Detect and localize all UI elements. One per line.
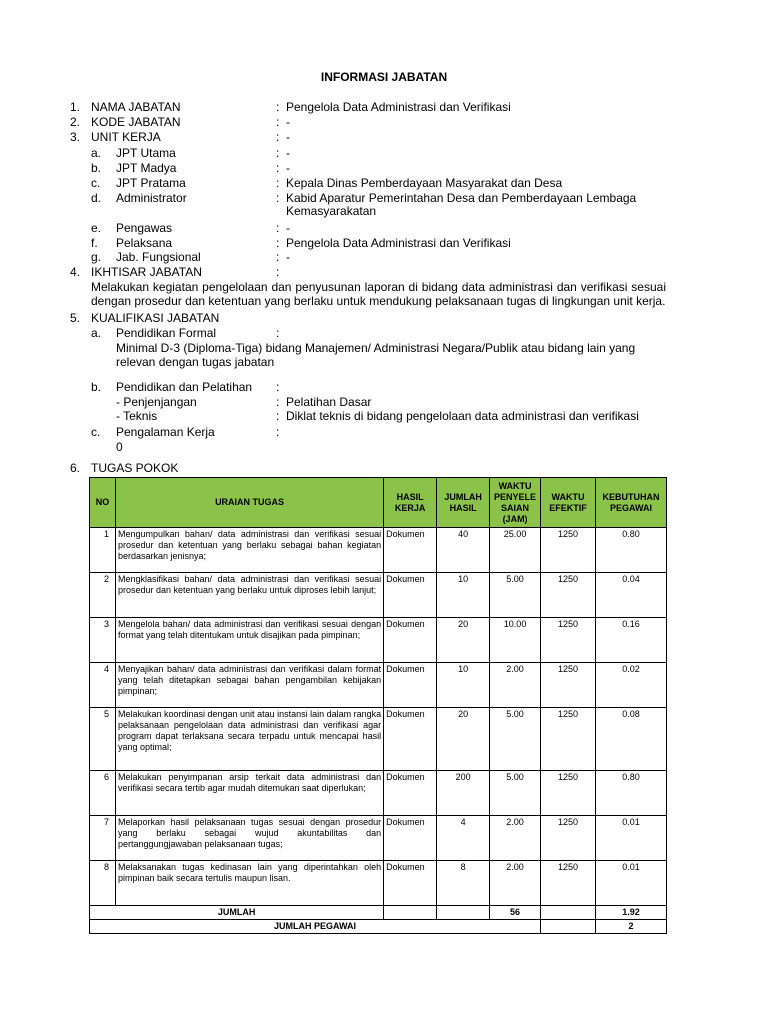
cell-no: 7 <box>90 816 116 861</box>
cell-efektif: 1250 <box>541 771 596 816</box>
pegawai-empty <box>541 920 596 934</box>
cell-kebutuhan: 0.08 <box>595 708 666 771</box>
field-label: IKHTISAR JABATAN <box>91 265 202 279</box>
cell-uraian: Melaksanakan tugas kedinasan lain yang diperintahkan oleh pimpinan baik secara tertulis maupun lisan. <box>115 861 383 906</box>
field-label: TUGAS POKOK <box>91 461 179 475</box>
cell-efektif: 1250 <box>541 708 596 771</box>
field-colon: : <box>276 221 280 235</box>
cell-jumlah: 20 <box>437 618 490 663</box>
table-row <box>90 663 667 708</box>
cell-waktu: 2.00 <box>490 861 541 906</box>
total-waktu: 56 <box>490 906 541 920</box>
tugas-pokok-table <box>89 477 667 934</box>
field-label: Jab. Fungsional <box>116 250 201 264</box>
cell-jumlah: 40 <box>437 528 490 573</box>
field-number: 2. <box>70 115 81 129</box>
cell-waktu: 5.00 <box>490 708 541 771</box>
cell-jumlah: 8 <box>437 861 490 906</box>
cell-efektif: 1250 <box>541 663 596 708</box>
field-value: Diklat teknis di bidang pengelolaan data administrasi dan verifikasi <box>286 409 639 423</box>
field-colon: : <box>276 409 280 423</box>
cell-kebutuhan: 0.02 <box>595 663 666 708</box>
cell-uraian: Mengklasifikasi bahan/ data administrasi dan verifikasi sesuai prosedur dan ketentuan yang berlaku untuk diproses lebih lanjut; <box>115 573 383 618</box>
field-colon: : <box>276 250 280 264</box>
field-letter: b. <box>91 380 102 394</box>
field-colon: : <box>276 395 280 409</box>
field-value: - <box>286 250 290 264</box>
field-label: JPT Utama <box>116 146 176 160</box>
cell-no: 4 <box>90 663 116 708</box>
table-row <box>90 618 667 663</box>
table-row <box>90 771 667 816</box>
field-colon: : <box>276 191 280 205</box>
cell-efektif: 1250 <box>541 528 596 573</box>
field-letter: a. <box>91 326 102 340</box>
field-letter: a. <box>91 146 102 160</box>
cell-jumlah: 20 <box>437 708 490 771</box>
cell-hasil: Dokumen <box>384 573 437 618</box>
cell-jumlah: 4 <box>437 816 490 861</box>
cell-kebutuhan: 0.01 <box>595 861 666 906</box>
cell-hasil: Dokumen <box>384 816 437 861</box>
field-label: JPT Madya <box>116 161 177 175</box>
field-value: - <box>286 161 290 175</box>
field-colon: : <box>276 236 280 250</box>
cell-no: 5 <box>90 708 116 771</box>
total-empty <box>384 906 437 920</box>
cell-waktu: 10.00 <box>490 618 541 663</box>
field-letter: g. <box>91 250 102 264</box>
cell-uraian: Melakukan penyimpanan arsip terkait data administrasi dan verifikasi secara tertib agar mudah ditemukan saat diperlukan; <box>115 771 383 816</box>
field-label: UNIT KERJA <box>91 130 161 144</box>
table-row <box>90 708 667 771</box>
field-letter: e. <box>91 221 102 235</box>
field-letter: d. <box>91 191 102 205</box>
field-colon: : <box>276 176 280 190</box>
field-label: Pelaksana <box>116 236 173 250</box>
field-value: 0 <box>116 440 123 454</box>
header-hasil: HASIL KERJA <box>384 478 437 528</box>
table-row <box>90 528 667 573</box>
cell-efektif: 1250 <box>541 618 596 663</box>
cell-kebutuhan: 0.80 <box>595 528 666 573</box>
field-label: NAMA JABATAN <box>91 100 181 114</box>
cell-hasil: Dokumen <box>384 708 437 771</box>
field-value: Pelatihan Dasar <box>286 395 372 409</box>
total-label: JUMLAH <box>90 906 384 920</box>
field-value: - <box>286 146 290 160</box>
cell-no: 2 <box>90 573 116 618</box>
field-value: Pengelola Data Administrasi dan Verifikasi <box>286 100 511 114</box>
cell-uraian: Melaporkan hasil pelaksanaan tugas sesuai dengan prosedur yang berlaku sebagai wujud akuntabilitas dan pertanggungjawaban pelaksanaan tugas; <box>115 816 383 861</box>
cell-kebutuhan: 0.80 <box>595 771 666 816</box>
field-letter: c. <box>91 176 101 190</box>
field-number: 4. <box>70 265 81 279</box>
table-row <box>90 816 667 861</box>
document-title: INFORMASI JABATAN <box>320 70 448 84</box>
field-colon: : <box>276 130 280 144</box>
field-label: Pengawas <box>116 221 173 235</box>
cell-hasil: Dokumen <box>384 528 437 573</box>
field-label: Pengalaman Kerja <box>116 425 215 439</box>
header-uraian: URAIAN TUGAS <box>115 478 383 528</box>
cell-waktu: 25.00 <box>490 528 541 573</box>
cell-no: 6 <box>90 771 116 816</box>
cell-no: 3 <box>90 618 116 663</box>
cell-kebutuhan: 0.16 <box>595 618 666 663</box>
header-jumlah: JUMLAH HASIL <box>437 478 490 528</box>
cell-waktu: 2.00 <box>490 663 541 708</box>
field-letter: f. <box>91 236 98 250</box>
cell-jumlah: 10 <box>437 573 490 618</box>
cell-waktu: 5.00 <box>490 771 541 816</box>
field-colon: : <box>276 100 280 114</box>
cell-uraian: Menyajikan bahan/ data administrasi dan verifikasi dalam format yang telah ditetapkan sebagai bahan pengambilan kebijakan pimpinan; <box>115 663 383 708</box>
field-value: Kepala Dinas Pemberdayaan Masyarakat dan Desa <box>286 176 563 190</box>
field-colon: : <box>276 115 280 129</box>
field-value: - <box>286 221 290 235</box>
field-number: 3. <box>70 130 81 144</box>
table-pegawai-row <box>90 920 667 934</box>
ikhtisar-text: Melakukan kegiatan pengelolaan dan penyusunan laporan di bidang data administrasi dan verifikasi sesuai dengan prosedur dan ketentuan yang berlaku untuk mendukung pelaksanaan tugas di lingkungan unit kerja. <box>91 280 666 308</box>
table-row <box>90 573 667 618</box>
field-label: - Teknis <box>116 409 158 423</box>
field-number: 6. <box>70 461 81 475</box>
cell-efektif: 1250 <box>541 573 596 618</box>
table-header-row <box>90 478 667 528</box>
total-empty <box>541 906 596 920</box>
header-kebutuhan: KEBUTUHAN PEGAWAI <box>595 478 666 528</box>
cell-efektif: 1250 <box>541 816 596 861</box>
pegawai-value: 2 <box>595 920 666 934</box>
cell-no: 1 <box>90 528 116 573</box>
cell-hasil: Dokumen <box>384 663 437 708</box>
header-efektif: WAKTU EFEKTIF <box>541 478 596 528</box>
table-total-row <box>90 906 667 920</box>
header-no: NO <box>90 478 116 528</box>
header-waktu: WAKTU PENYELE SAIAN (JAM) <box>490 478 541 528</box>
field-colon: : <box>276 265 280 279</box>
cell-waktu: 2.00 <box>490 816 541 861</box>
pendidikan-formal-text: Minimal D-3 (Diploma-Tiga) bidang Manajemen/ Administrasi Negara/Publik atau bidang lain yang relevan dengan tugas jabatan <box>116 341 636 369</box>
cell-no: 8 <box>90 861 116 906</box>
cell-uraian: Mengelola bahan/ data administrasi dan verifikasi sesuai dengan format yang telah ditentukam untuk disajikan pada pimpinan; <box>115 618 383 663</box>
cell-hasil: Dokumen <box>384 618 437 663</box>
field-value: - <box>286 130 290 144</box>
field-value-continued: Kemasyarakatan <box>286 204 377 218</box>
cell-uraian: Mengumpulkan bahan/ data administrasi dan verifikasi sesuai prosedur dan ketentuan yang berlaku sebagai bahan kegiatan berdasarkan jenisnya; <box>115 528 383 573</box>
cell-kebutuhan: 0.01 <box>595 816 666 861</box>
table-row <box>90 861 667 906</box>
total-kebutuhan: 1.92 <box>595 906 666 920</box>
total-empty <box>437 906 490 920</box>
field-number: 1. <box>70 100 81 114</box>
field-colon: : <box>276 425 280 439</box>
field-value: - <box>286 115 290 129</box>
field-label: Administrator <box>116 191 187 205</box>
field-colon: : <box>276 380 280 394</box>
field-colon: : <box>276 161 280 175</box>
cell-jumlah: 10 <box>437 663 490 708</box>
field-label: Pendidikan Formal <box>116 326 217 340</box>
cell-waktu: 5.00 <box>490 573 541 618</box>
field-label: Pendidikan dan Pelatihan <box>116 380 253 394</box>
cell-jumlah: 200 <box>437 771 490 816</box>
pegawai-label: JUMLAH PEGAWAI <box>90 920 541 934</box>
cell-kebutuhan: 0.04 <box>595 573 666 618</box>
cell-efektif: 1250 <box>541 861 596 906</box>
cell-hasil: Dokumen <box>384 771 437 816</box>
cell-uraian: Melakukan koordinasi dengan unit atau instansi lain dalam rangka pelaksanaan pengelolaan data administrasi dan verifikasi agar program dapat terlaksana secara terpadu untuk mencapai hasil yang optimal; <box>115 708 383 771</box>
cell-hasil: Dokumen <box>384 861 437 906</box>
field-label: JPT Pratama <box>116 176 186 190</box>
field-letter: c. <box>91 425 101 439</box>
field-number: 5. <box>70 311 81 325</box>
field-colon: : <box>276 146 280 160</box>
field-value: Kabid Aparatur Pemerintahan Desa dan Pemberdayaan Lembaga <box>286 191 637 205</box>
field-label: KUALIFIKASI JABATAN <box>91 311 220 325</box>
field-value: Pengelola Data Administrasi dan Verifikasi <box>286 236 511 250</box>
field-label: - Penjenjangan <box>116 395 197 409</box>
field-letter: b. <box>91 161 102 175</box>
field-label: KODE JABATAN <box>91 115 181 129</box>
field-colon: : <box>276 326 280 340</box>
